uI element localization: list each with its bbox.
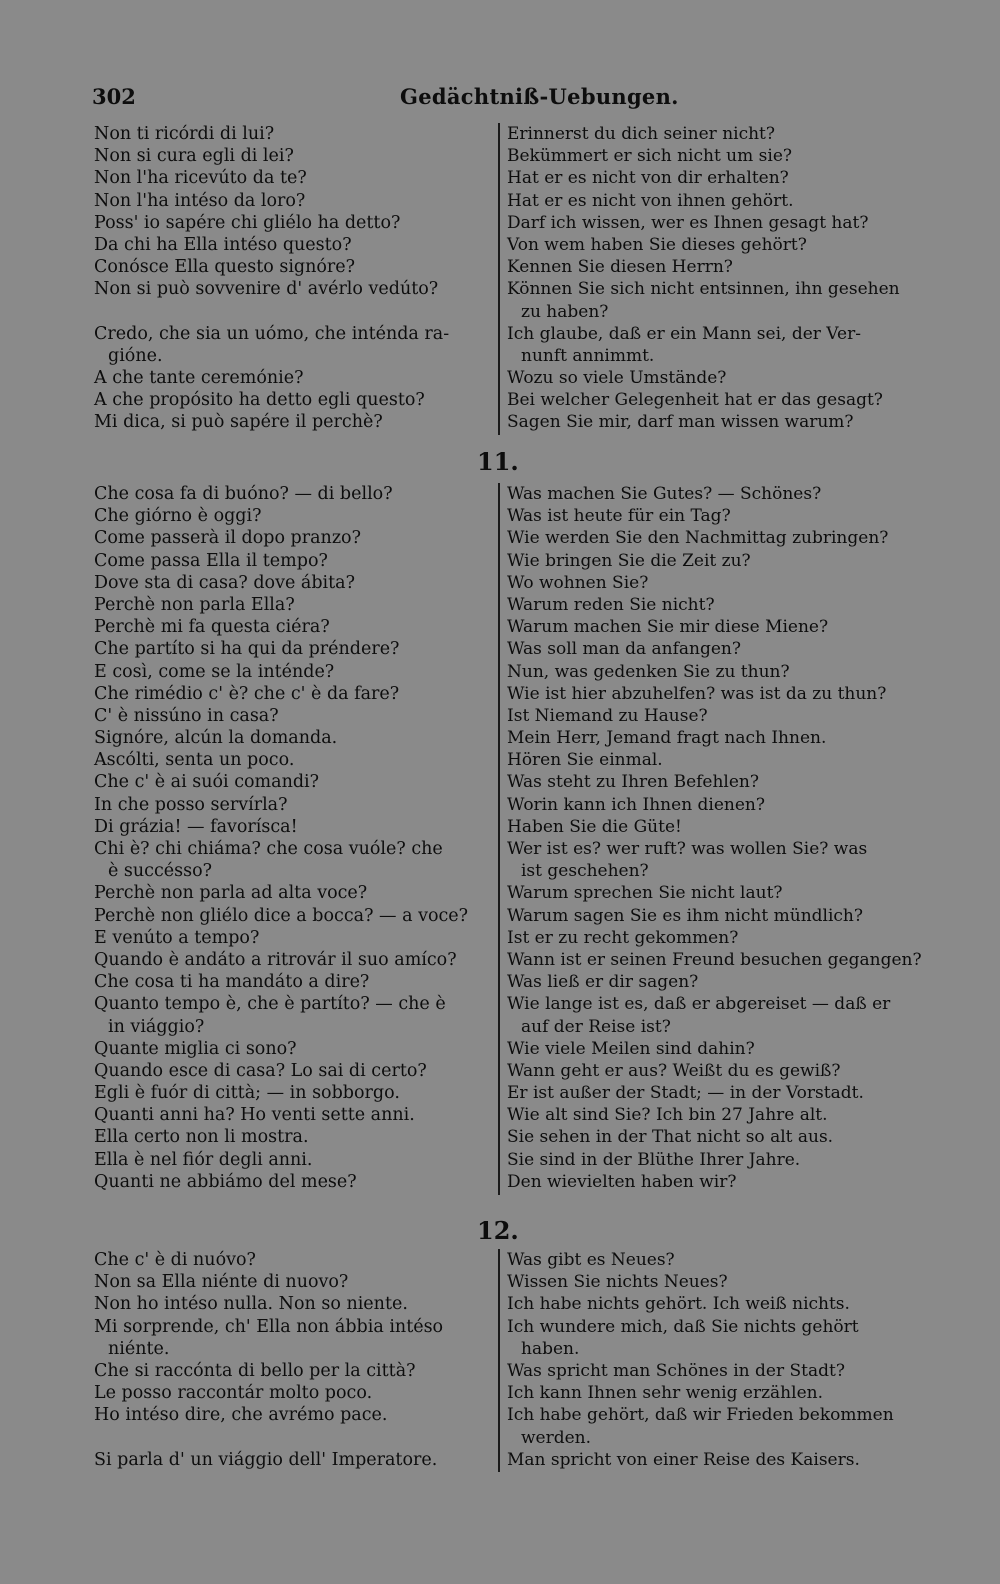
page-number: 302 bbox=[92, 84, 136, 109]
german-column bbox=[507, 1249, 917, 1471]
german-line: Sie sind in der Blüthe Ihrer Jahre. bbox=[507, 1149, 801, 1170]
italian-line: Non l'ha intéso da loro? bbox=[94, 190, 306, 211]
german-line: ist geschehen? bbox=[521, 861, 649, 882]
italian-line: Mi sorprende, ch' Ella non ábbia intéso bbox=[94, 1316, 444, 1337]
german-line: Wie lange ist es, daß er abgereiset — daß er bbox=[507, 994, 891, 1015]
italian-line: Ella è nel fiór degli anni. bbox=[94, 1149, 313, 1170]
italian-line: Che cosa ti ha mandáto a dire? bbox=[94, 972, 370, 993]
german-line: Ich habe gehört, daß wir Frieden bekommen bbox=[507, 1405, 894, 1426]
italian-line: A che propósito ha detto egli questo? bbox=[94, 390, 425, 411]
italian-line: Ho intéso dire, che avrémo pace. bbox=[94, 1405, 388, 1426]
german-line: Warum sagen Sie es ihm nicht mündlich? bbox=[507, 905, 863, 926]
italian-line: Quanto tempo è, che è partíto? — che è bbox=[94, 994, 446, 1015]
italian-line: Perchè non gliélo dice a bocca? — a voce? bbox=[94, 905, 469, 926]
section-number-11: 11. bbox=[477, 447, 519, 476]
german-line: Wozu so viele Umstände? bbox=[507, 368, 727, 389]
german-line: Ich habe nichts gehört. Ich weiß nichts. bbox=[507, 1294, 850, 1315]
italian-line: Da chi ha Ella intéso questo? bbox=[94, 234, 352, 255]
german-line: Was ließ er dir sagen? bbox=[507, 972, 699, 993]
italian-line: Quando esce di casa? Lo sai di certo? bbox=[94, 1060, 427, 1081]
german-line: Ist er zu recht gekommen? bbox=[507, 927, 739, 948]
italian-line: Perchè non parla Ella? bbox=[94, 594, 295, 615]
german-line: Hören Sie einmal. bbox=[507, 750, 663, 771]
italian-line: Che partíto si ha qui da préndere? bbox=[94, 639, 400, 660]
german-line: Warum sprechen Sie nicht laut? bbox=[507, 883, 783, 904]
italian-line: A che tante ceremónie? bbox=[94, 368, 304, 389]
section-number-12: 12. bbox=[477, 1216, 519, 1245]
italian-line: Si parla d' un viággio dell' Imperatore. bbox=[94, 1449, 438, 1470]
german-line: Wie alt sind Sie? Ich bin 27 Jahre alt. bbox=[507, 1105, 828, 1126]
german-line: Was gibt es Neues? bbox=[507, 1250, 675, 1270]
german-line: Worin kann ich Ihnen dienen? bbox=[507, 794, 765, 815]
italian-line: Dove sta di casa? dove ábita? bbox=[94, 572, 355, 593]
german-line: Warum reden Sie nicht? bbox=[507, 594, 715, 615]
german-line: Was spricht man Schönes in der Stadt? bbox=[507, 1360, 845, 1381]
german-line: auf der Reise ist? bbox=[521, 1016, 671, 1037]
german-line: zu haben? bbox=[521, 301, 609, 322]
italian-line: Che giórno è oggi? bbox=[94, 506, 262, 527]
italian-line: Credo, che sia un uómo, che inténda ra- bbox=[94, 323, 450, 344]
german-line: Kennen Sie diesen Herrn? bbox=[507, 257, 733, 278]
german-line: nunft annimmt. bbox=[521, 345, 655, 366]
german-line: Den wievielten haben wir? bbox=[507, 1171, 737, 1192]
italian-line: Perchè mi fa questa ciéra? bbox=[94, 617, 330, 638]
italian-line: Di grázia! — favorísca! bbox=[94, 816, 298, 837]
german-line: Man spricht von einer Reise des Kaisers. bbox=[507, 1449, 860, 1470]
italian-line: Non ti ricórdi di lui? bbox=[94, 124, 275, 144]
italian-line: In che posso servírla? bbox=[94, 794, 288, 815]
german-line: Hat er es nicht von dir erhalten? bbox=[507, 168, 789, 189]
italian-line: Chi è? chi chiáma? che cosa vuóle? che bbox=[94, 839, 443, 859]
italian-line: Egli è fuór di città; — in sobborgo. bbox=[94, 1083, 400, 1104]
german-line: Er ist außer der Stadt; — in der Vorstadt. bbox=[507, 1083, 864, 1104]
italian-line: gióne. bbox=[108, 345, 163, 366]
german-line: Darf ich wissen, wer es Ihnen gesagt hat? bbox=[507, 212, 869, 233]
german-line: Haben Sie die Güte! bbox=[507, 816, 682, 837]
italian-line: Come passerà il dopo pranzo? bbox=[94, 528, 361, 549]
german-line: Erinnerst du dich seiner nicht? bbox=[507, 124, 776, 144]
german-line: Bei welcher Gelegenheit hat er das gesagt? bbox=[507, 390, 883, 411]
german-line: Wie bringen Sie die Zeit zu? bbox=[507, 550, 751, 571]
italian-line: Non sa Ella niénte di nuovo? bbox=[94, 1272, 349, 1293]
german-line: Was ist heute für ein Tag? bbox=[507, 506, 731, 527]
german-line: Wo wohnen Sie? bbox=[507, 572, 649, 593]
german-line: Wann geht er aus? Weißt du es gewiß? bbox=[507, 1060, 841, 1081]
italian-line: in viággio? bbox=[108, 1016, 205, 1037]
italian-line: Ascólti, senta un poco. bbox=[94, 750, 295, 771]
italian-line: Che c' è ai suói comandi? bbox=[94, 772, 320, 793]
italian-line bbox=[94, 1427, 494, 1449]
italian-line: E così, come se la inténde? bbox=[94, 661, 335, 682]
italian-line: Mi dica, si può sapére il perchè? bbox=[94, 412, 383, 433]
german-line: Was soll man da anfangen? bbox=[507, 639, 741, 660]
italian-line: Quante miglia ci sono? bbox=[94, 1038, 297, 1059]
german-line: Was steht zu Ihren Befehlen? bbox=[507, 772, 759, 793]
italian-line: Non ho intéso nulla. Non so niente. bbox=[94, 1294, 408, 1315]
german-line: Ist Niemand zu Hause? bbox=[507, 705, 708, 726]
italian-line: Quanti anni ha? Ho venti sette anni. bbox=[94, 1105, 415, 1126]
column-divider bbox=[498, 1249, 500, 1472]
german-line: werden. bbox=[521, 1427, 592, 1448]
italian-line: Non si può sovvenire d' avérlo vedúto? bbox=[94, 279, 439, 300]
italian-line: Perchè non parla ad alta voce? bbox=[94, 883, 368, 904]
italian-line: C' è nissúno in casa? bbox=[94, 705, 279, 726]
german-line: Was machen Sie Gutes? — Schönes? bbox=[507, 484, 822, 504]
german-line: Wie viele Meilen sind dahin? bbox=[507, 1038, 755, 1059]
german-column bbox=[507, 483, 922, 1193]
german-line: Bekümmert er sich nicht um sie? bbox=[507, 146, 792, 167]
italian-line: Che c' è di nuóvo? bbox=[94, 1250, 256, 1270]
italian-line: Non si cura egli di lei? bbox=[94, 146, 294, 167]
german-line: Können Sie sich nicht entsinnen, ihn gesehen bbox=[507, 279, 900, 300]
german-line: Nun, was gedenken Sie zu thun? bbox=[507, 661, 790, 682]
italian-line: Conósce Ella questo signóre? bbox=[94, 257, 356, 278]
german-line: Wissen Sie nichts Neues? bbox=[507, 1272, 728, 1293]
column-divider bbox=[498, 123, 500, 435]
german-column bbox=[507, 123, 917, 434]
german-line: Ich kann Ihnen sehr wenig erzählen. bbox=[507, 1383, 823, 1404]
german-line: Warum machen Sie mir diese Miene? bbox=[507, 617, 829, 638]
german-line: Ich wundere mich, daß Sie nichts gehört bbox=[507, 1316, 859, 1337]
german-line: Von wem haben Sie dieses gehört? bbox=[507, 234, 807, 255]
running-head: Gedächtniß-Uebungen. bbox=[400, 84, 679, 109]
italian-line: Come passa Ella il tempo? bbox=[94, 550, 328, 571]
german-line: Wer ist es? wer ruft? was wollen Sie? was bbox=[507, 839, 868, 859]
italian-line bbox=[94, 301, 494, 323]
german-line: Ich glaube, daß er ein Mann sei, der Ver- bbox=[507, 323, 861, 344]
italian-line: Quanti ne abbiámo del mese? bbox=[94, 1171, 357, 1192]
italian-line: Che rimédio c' è? che c' è da fare? bbox=[94, 683, 400, 704]
italian-line: Poss' io sapére chi gliélo ha detto? bbox=[94, 212, 401, 233]
german-line: Wann ist er seinen Freund besuchen gegangen? bbox=[507, 949, 922, 970]
italian-column bbox=[94, 483, 494, 1193]
italian-line: niénte. bbox=[108, 1338, 170, 1359]
column-divider bbox=[498, 483, 500, 1195]
italian-line: Non l'ha ricevúto da te? bbox=[94, 168, 307, 189]
italian-line: Che cosa fa di buóno? — di bello? bbox=[94, 484, 393, 504]
german-line: haben. bbox=[521, 1338, 580, 1359]
italian-line: E venúto a tempo? bbox=[94, 927, 260, 948]
italian-line: Che si raccónta di bello per la città? bbox=[94, 1360, 416, 1381]
italian-line: Ella certo non li mostra. bbox=[94, 1127, 309, 1148]
italian-column bbox=[94, 123, 494, 434]
german-line: Sie sehen in der That nicht so alt aus. bbox=[507, 1127, 834, 1148]
italian-line: Le posso raccontár molto poco. bbox=[94, 1383, 373, 1404]
italian-line: Quando è andáto a ritrovár il suo amíco? bbox=[94, 949, 457, 970]
italian-line: Signóre, alcún la domanda. bbox=[94, 728, 338, 749]
german-line: Hat er es nicht von ihnen gehört. bbox=[507, 190, 794, 211]
german-line: Sagen Sie mir, darf man wissen warum? bbox=[507, 412, 854, 433]
german-line: Mein Herr, Jemand fragt nach Ihnen. bbox=[507, 728, 827, 749]
italian-column bbox=[94, 1249, 494, 1471]
german-line: Wie ist hier abzuhelfen? was ist da zu thun? bbox=[507, 683, 887, 704]
german-line: Wie werden Sie den Nachmittag zubringen? bbox=[507, 528, 889, 549]
italian-line: è succésso? bbox=[108, 861, 213, 882]
